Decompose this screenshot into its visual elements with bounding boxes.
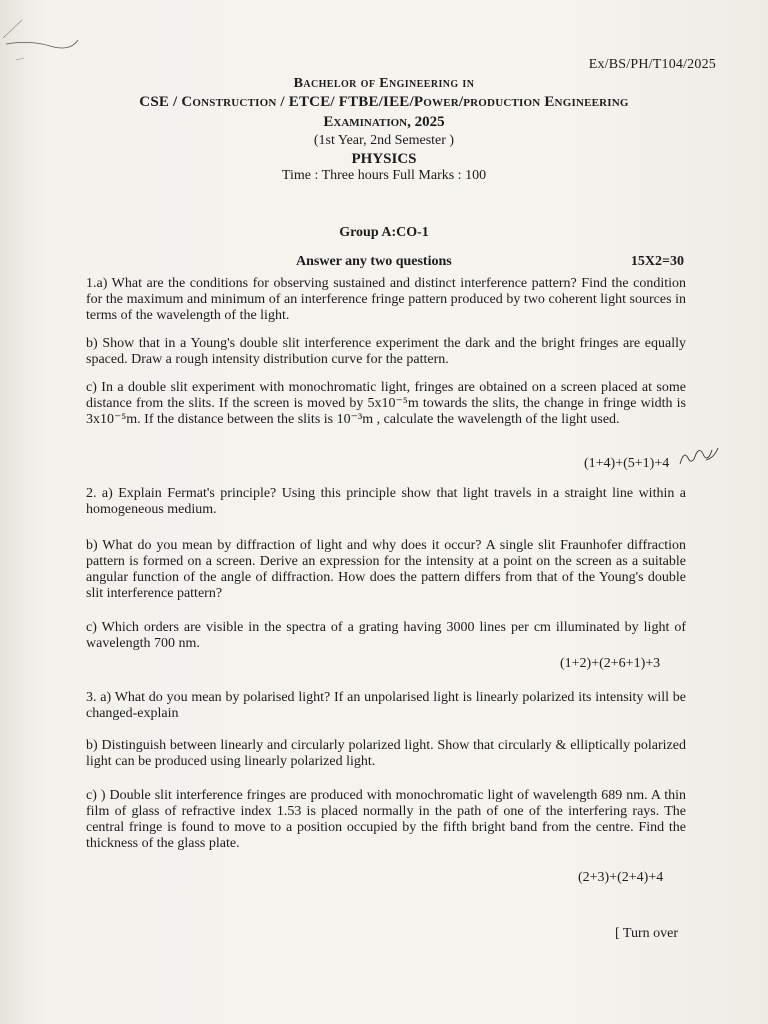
group-marks: 15X2=30 [630,254,684,269]
question-1b: b) Show that in a Young's double slit interference experiment the dark and the bright fringes are equally spaced. Draw a rough intensity distribution curve for the pattern. [86,336,686,367]
paper-code: Ex/BS/PH/T104/2025 [588,57,716,72]
turn-over-note: [ Turn over [614,926,678,941]
group-instruction: Answer any two questions [296,254,452,269]
question-2b: b) What do you mean by diffraction of light and why does it occur? A single slit Fraunhofer diffraction pattern is formed on a screen. Derive an expression for the intensity at a point on the screen as a suitable angular function of the angle of diffraction. How does the pattern differs from that of the Young's double slit interference pattern? [86,538,686,601]
question-2a: 2. a) Explain Fermat's principle? Using this principle show that light travels in a straight line within a homogeneous medium. [86,486,686,517]
exam-heading: Examination, 2025 [323,114,445,130]
time-and-marks: Time : Three hours Full Marks : 100 [281,168,487,183]
question-2c: c) Which orders are visible in the spectra of a grating having 3000 lines per cm illuminated by light of wavelength 700 nm. [86,620,686,651]
group-title: Group A:CO-1 [339,225,429,240]
question-1a: 1.a) What are the conditions for observing sustained and distinct interference pattern? Find the condition for the maximum and minimum of an interference fringe pattern produced by two coherent light sources in terms of the wavelength of the light. [86,276,686,323]
question-1c: c) In a double slit experiment with monochromatic light, fringes are obtained on a screen placed at some distance from the slits. If the screen is moved by 5x10⁻⁵m towards the slits, the change in fringe width is 3x10⁻⁵m. If the distance between the slits is 10⁻³m , calculate the wavelength of the light used. [86,380,686,427]
subject-title: PHYSICS [351,151,417,167]
degree-heading: Bachelor of Engineering in [293,76,475,91]
marks-allocation-q3: (2+3)+(2+4)+4 [578,870,664,885]
departments-heading: CSE / Construction / ETCE/ FTBE/IEE/Power/production Engineering [139,94,629,110]
question-3a: 3. a) What do you mean by polarised light? If an unpolarised light is linearly polarized its intensity will be changed-explain [86,690,686,721]
marks-allocation-q2: (1+2)+(2+6+1)+3 [560,656,661,671]
year-semester: (1st Year, 2nd Semester ) [313,133,455,148]
question-3b: b) Distinguish between linearly and circularly polarized light. Show that circularly & elliptically polarized light can be produced using linearly polarized light. [86,738,686,769]
question-3c: c) ) Double slit interference fringes are produced with monochromatic light of wavelength 689 nm. A thin film of glass of refractive index 1.53 is placed normally in the path of one of the interfering rays. The central fringe is found to move to a position occupied by the fifth bright band from the centre. Find the thickness of the glass plate. [86,788,686,851]
handwritten-initials-signature [676,440,722,470]
marks-allocation-q1: (1+4)+(5+1)+4 [584,456,670,471]
